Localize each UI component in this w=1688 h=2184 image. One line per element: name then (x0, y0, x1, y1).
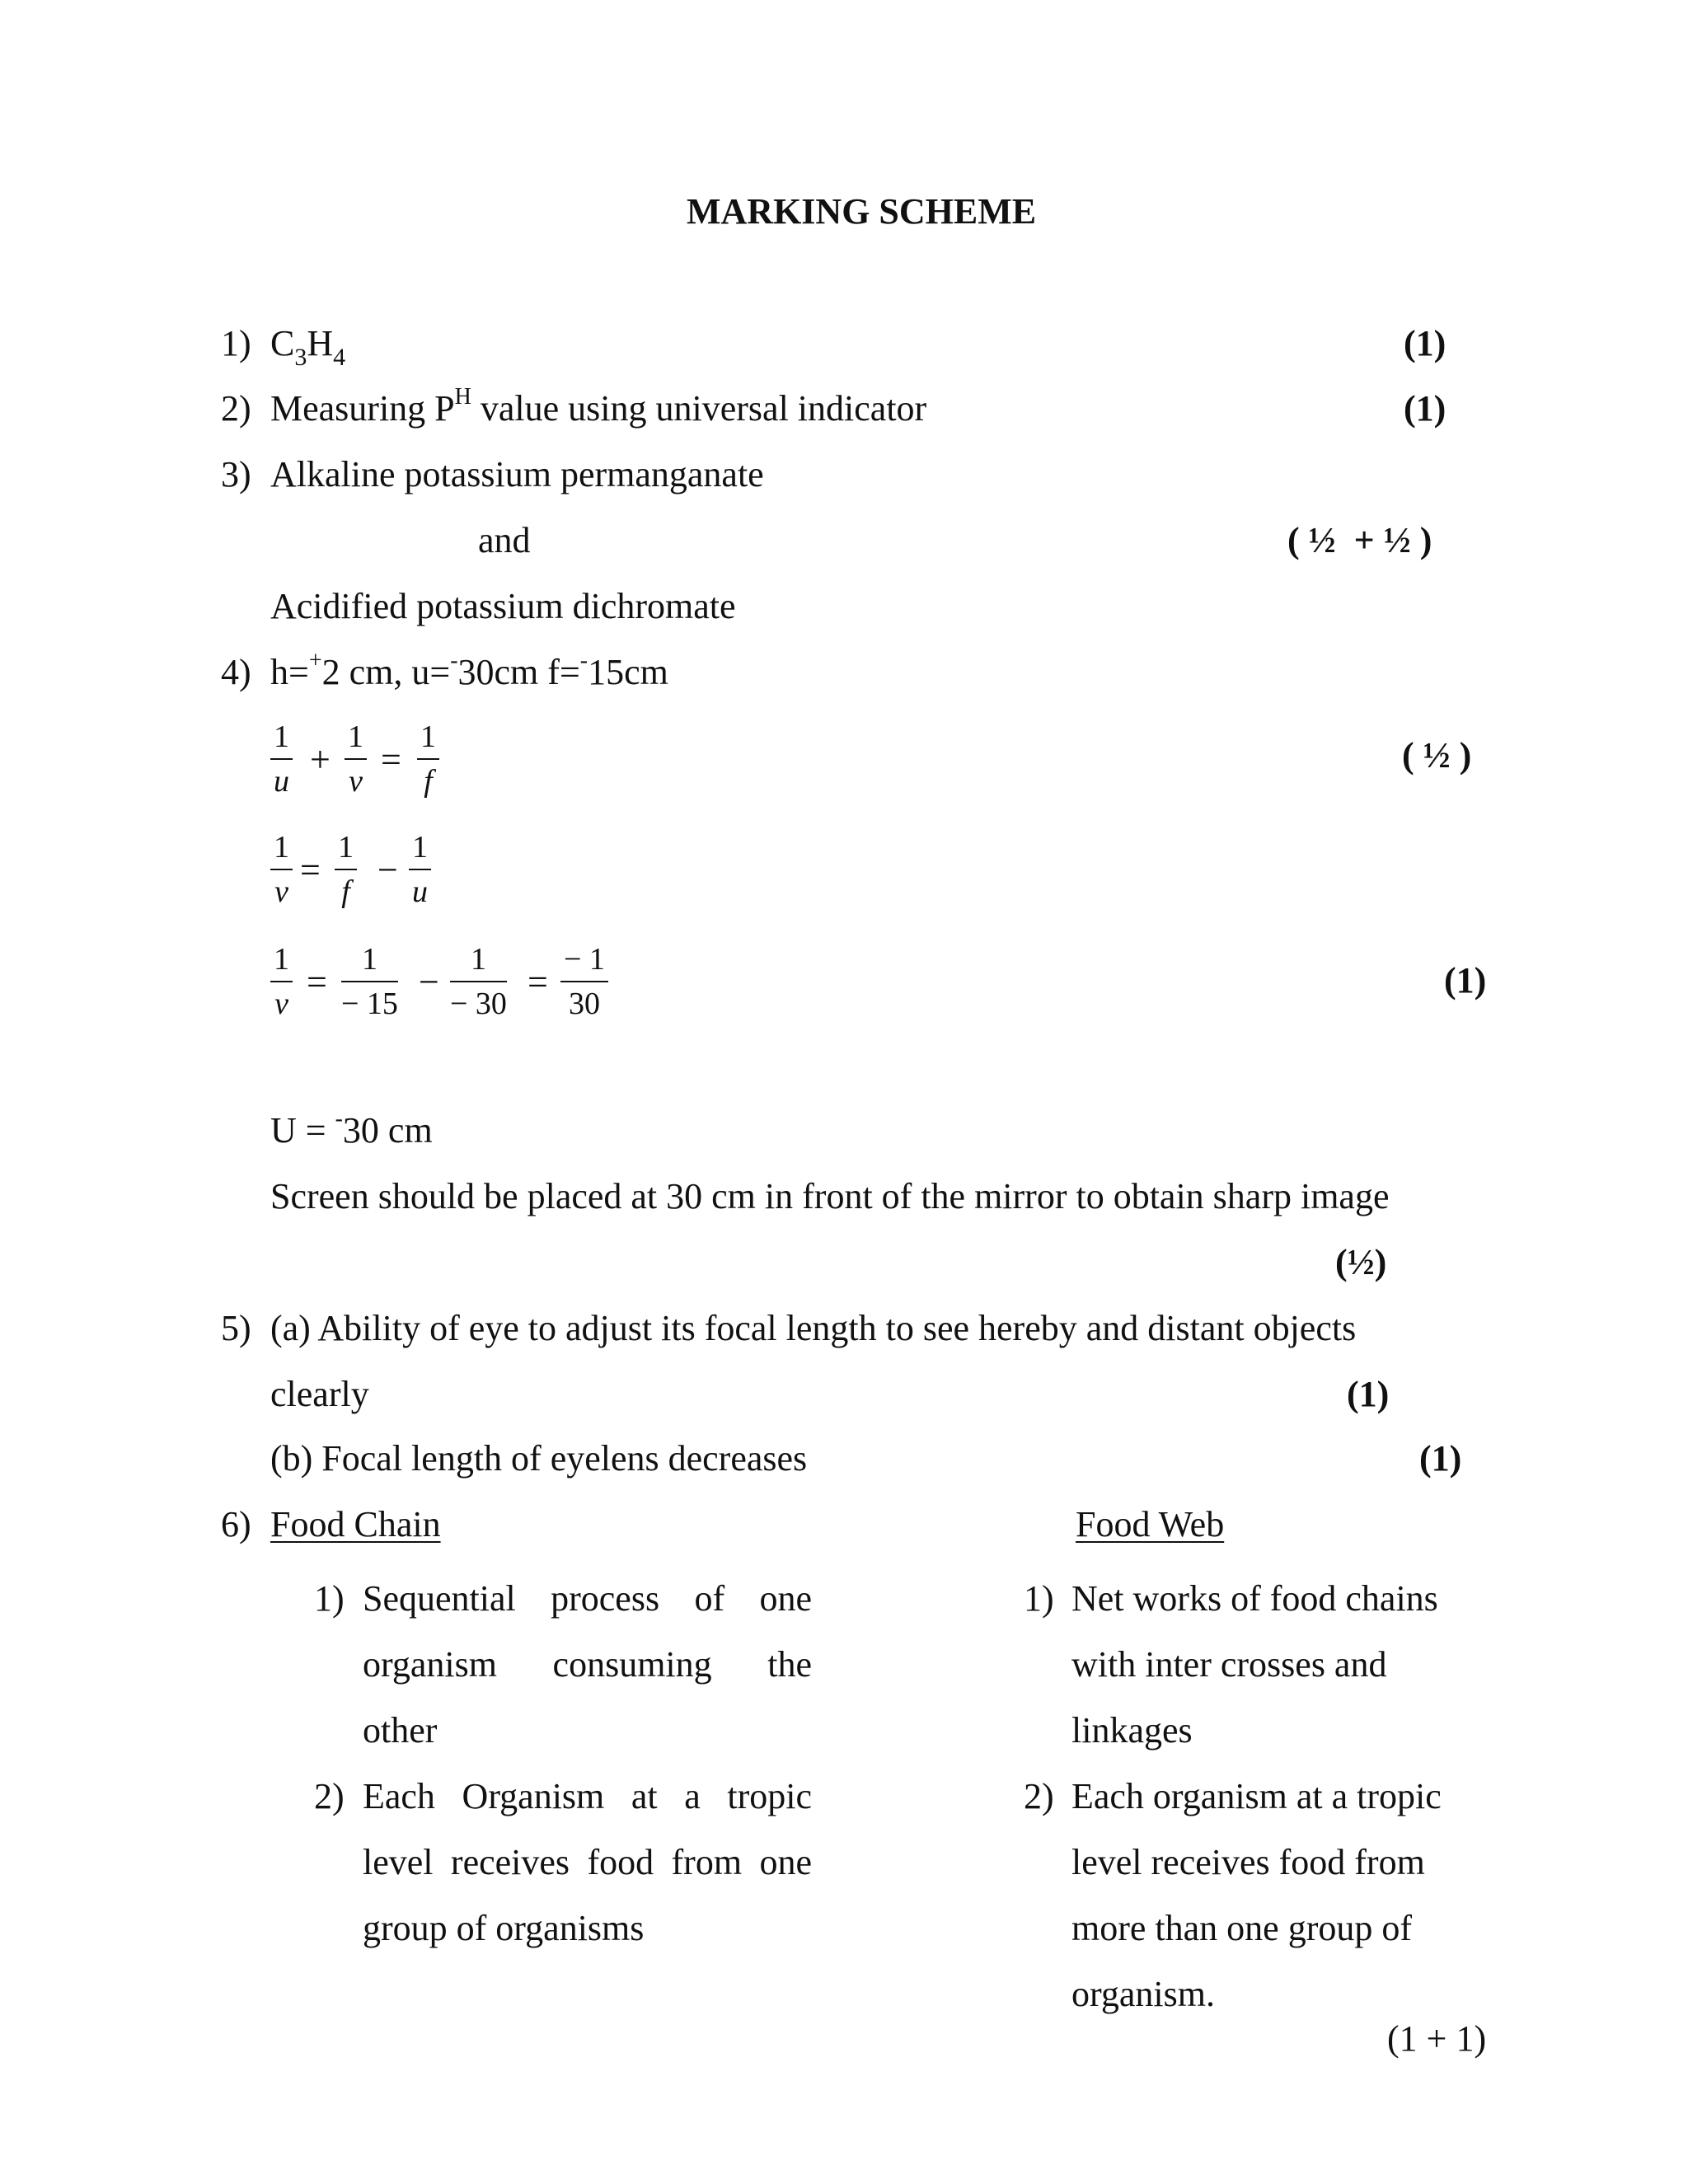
fraction-1-over-f: $\frac{1}{f}$ (335, 829, 357, 910)
q4-conclusion: Screen should be placed at 30 cm in front of the mirror to obtain sharp image (270, 1176, 1390, 1216)
q3-and: and (478, 520, 531, 560)
q5-a-mark: (1) (1347, 1374, 1390, 1414)
q4-eq1-mark: ( ½ ) (1402, 735, 1472, 776)
chain-item-1-line2: organism consuming the (363, 1644, 812, 1685)
web-item-1-line2: with inter crosses and (1071, 1644, 1387, 1685)
q3-number: 3) (221, 454, 251, 494)
q4-result: U = -30 cm (270, 1106, 433, 1151)
equals-operator: = (307, 962, 327, 1002)
food-chain-heading: Food Chain (270, 1504, 441, 1544)
q5-number: 5) (221, 1308, 251, 1348)
q3-line3: Acidified potassium dichromate (270, 586, 736, 626)
q6-number: 6) (221, 1504, 251, 1544)
page-title: MARKING SCHEME (687, 191, 1037, 232)
q4-given: h=+2 cm, u=-30cm f=-15cm (270, 648, 668, 692)
q1-number: 1) (221, 323, 251, 363)
web-item-2-line1: Each organism at a tropic (1071, 1776, 1442, 1816)
fraction-1-over-f: $\frac{1}{f}$ (417, 719, 439, 799)
chain-item-1-line3: other (363, 1710, 438, 1750)
chain-item-2-number: 2) (314, 1776, 345, 1816)
q5-a-line2: clearly (270, 1374, 369, 1414)
chain-item-2-line1: Each Organism at a tropic (363, 1776, 812, 1816)
fraction-minus-1-over-30: $\frac{- 1}{30}$ (560, 941, 608, 1022)
chain-item-2-line3: group of organisms (363, 1908, 645, 1948)
q5-b-mark: (1) (1419, 1438, 1462, 1479)
q5-a-line1: (a) Ability of eye to adjust its focal length to see hereby and distant objects (270, 1308, 1357, 1348)
fraction-1-over-minus-30: $\frac{1}{- 30}$ (450, 942, 507, 1021)
web-item-1-line1: Net works of food chains (1071, 1578, 1438, 1619)
q4-eq3-mark: (1) (1444, 960, 1487, 1001)
fraction-1-over-u: $\frac{1}{u}$ (409, 829, 431, 910)
fraction-1-over-v: $\frac{1}{v}$ (345, 719, 367, 799)
fraction-1-over-minus-15: $\frac{1}{- 15}$ (341, 942, 398, 1021)
web-item-2-line3: more than one group of (1071, 1908, 1412, 1948)
minus-operator: − (419, 962, 439, 1002)
chain-item-1-number: 1) (314, 1578, 345, 1619)
q2-number: 2) (221, 388, 251, 429)
fraction-1-over-v: $\frac{1}{v}$ (270, 829, 293, 910)
equals-operator: = (381, 739, 401, 780)
food-web-heading: Food Web (1076, 1504, 1225, 1544)
q2-mark: (1) (1404, 388, 1447, 429)
q5-b-line: (b) Focal length of eyelens decreases (270, 1438, 808, 1479)
fraction-1-over-v: $\frac{1}{v}$ (270, 941, 293, 1022)
q3-mark: ( ½ + ½ ) (1287, 520, 1432, 560)
web-item-2-number: 2) (1024, 1776, 1054, 1816)
web-item-1-line3: linkages (1071, 1710, 1193, 1750)
fraction-1-over-u: $\frac{1}{u}$ (270, 719, 293, 799)
q3-line1: Alkaline potassium permanganate (270, 454, 764, 494)
q4-number: 4) (221, 652, 251, 692)
minus-operator: − (377, 850, 398, 890)
web-item-2-line2: level receives food from (1071, 1842, 1425, 1882)
q1-mark: (1) (1404, 323, 1447, 363)
web-item-2-line4: organism. (1071, 1974, 1215, 2014)
plus-operator: + (310, 739, 331, 780)
q6-mark: (1 + 1) (1387, 2018, 1487, 2059)
chain-item-2-line2: level receives food from one (363, 1842, 812, 1882)
q1-formula: $C_3H_4$ (270, 323, 346, 371)
equals-operator: = (528, 962, 548, 1002)
web-item-1-number: 1) (1024, 1578, 1054, 1619)
q2-answer: Measuring $P^H$ value using universal indicator (270, 384, 927, 429)
equals-operator: = (300, 850, 321, 890)
q4-mark: (½) (1335, 1242, 1387, 1282)
chain-item-1-line1: Sequential process of one (363, 1578, 812, 1619)
